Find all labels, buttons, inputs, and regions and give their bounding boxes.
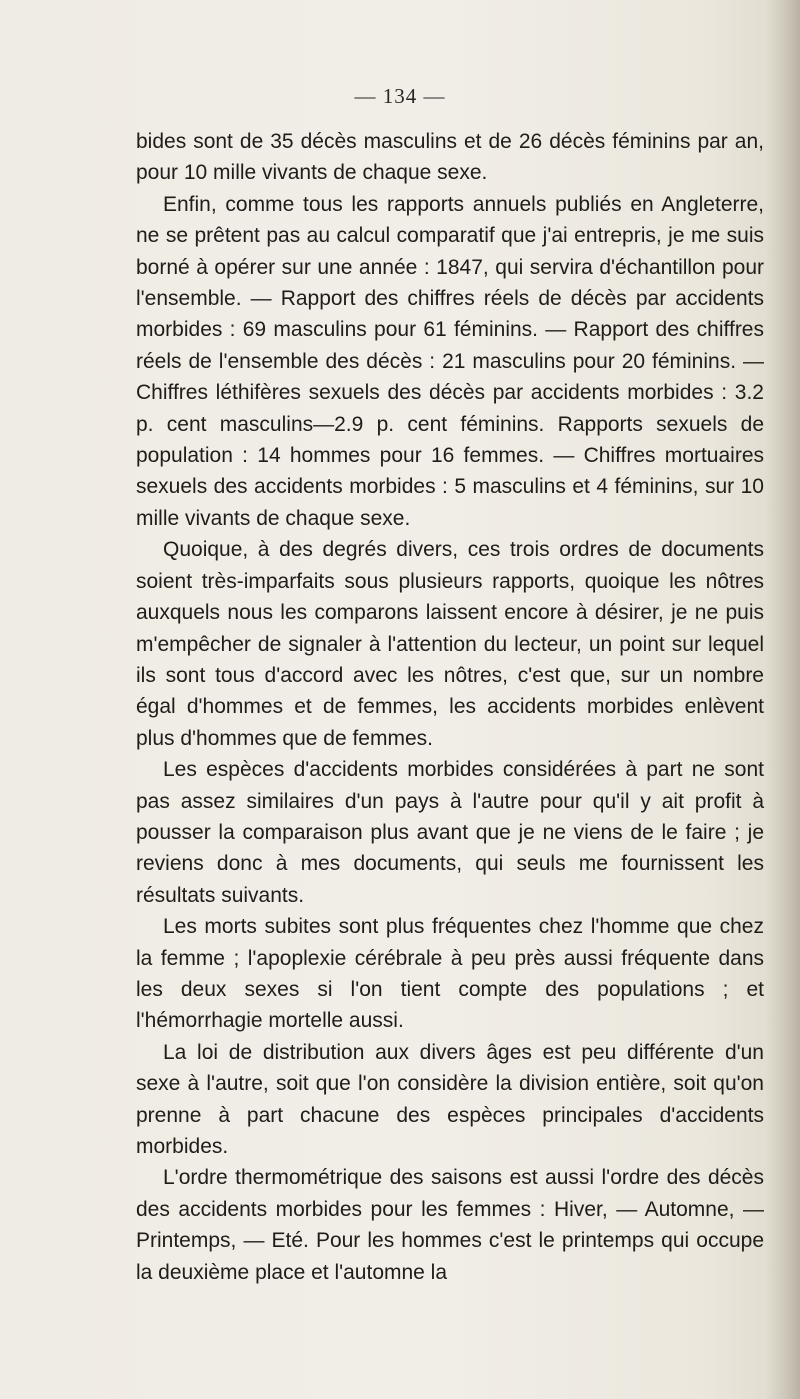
paragraph-angleterre-statistics: Enfin, comme tous les rapports annuels publiés en Angleterre, ne se prêtent pas au calcul comparatif que j'ai entrepris, je me suis borné à opérer sur une année : 1847, qui servira d'échantillon pour l'ensemble. — Rapport des chiffres réels de décès par accidents morbides : 69 masculins pour 61 féminins. — Rapport des chiffres réels de l'ensemble des décès : 21 masculins pour 20 féminins. — Chiffres léthifères sexuels des décès par accidents morbides : 3.2 p. cent masculins—2.9 p. cent féminins. Rapports sexuels de population : 14 hommes pour 16 femmes. — Chiffres mortuaires sexuels des accidents morbides : 5 masculins et 4 féminins, sur 10 mille vivants de chaque sexe.: [136, 192, 764, 530]
paragraph-species-of-accidents: Les espèces d'accidents morbides considérées à part ne sont pas assez similaires d'un pays à l'autre pour qu'il y ait profit à pousser la comparaison plus avant que je ne viens de le faire ; je reviens donc à mes documents, qui seuls me fournissent les résultats suivants.: [136, 758, 764, 907]
paragraph-sudden-deaths: Les morts subites sont plus fréquentes chez l'homme que chez la femme ; l'apoplexie cérébrale à peu près aussi fréquente dans les deux sexes si l'on tient compte des populations ; et l'hémorrhagie mortelle aussi.: [136, 915, 764, 1033]
page-edge-shadow: [766, 0, 800, 1399]
paragraph-continuation: bides sont de 35 décès masculins et de 26 décès féminins par an, pour 10 mille vivants de chaque sexe.: [136, 130, 764, 185]
paragraph-documents-comparison: Quoique, à des degrés divers, ces trois ordres de documents soient très-imparfaits sous plusieurs rapports, quoique les nôtres auxquels nous les comparons laissent encore à désirer, je ne puis m'empêcher de signaler à l'attention du lecteur, un point sur lequel ils sont tous d'accord avec les nôtres, c'est que, sur un nombre égal d'hommes et de femmes, les accidents morbides enlèvent plus d'hommes que de femmes.: [136, 538, 764, 750]
page-number-header: — 134 —: [354, 84, 446, 108]
body-text: [136, 126, 764, 1288]
paragraph-seasons-order: L'ordre thermométrique des saisons est aussi l'ordre des décès des accidents morbides pour les femmes : Hiver, — Automne, — Printemps, — Eté. Pour les hommes c'est le printemps qui occupe la deuxième place et l'automne la: [136, 1166, 764, 1284]
paragraph-age-distribution: La loi de distribution aux divers âges est peu différente d'un sexe à l'autre, soit que l'on considère la division entière, soit qu'on prenne à part chacune des espèces principales d'accidents morbides.: [136, 1040, 764, 1158]
